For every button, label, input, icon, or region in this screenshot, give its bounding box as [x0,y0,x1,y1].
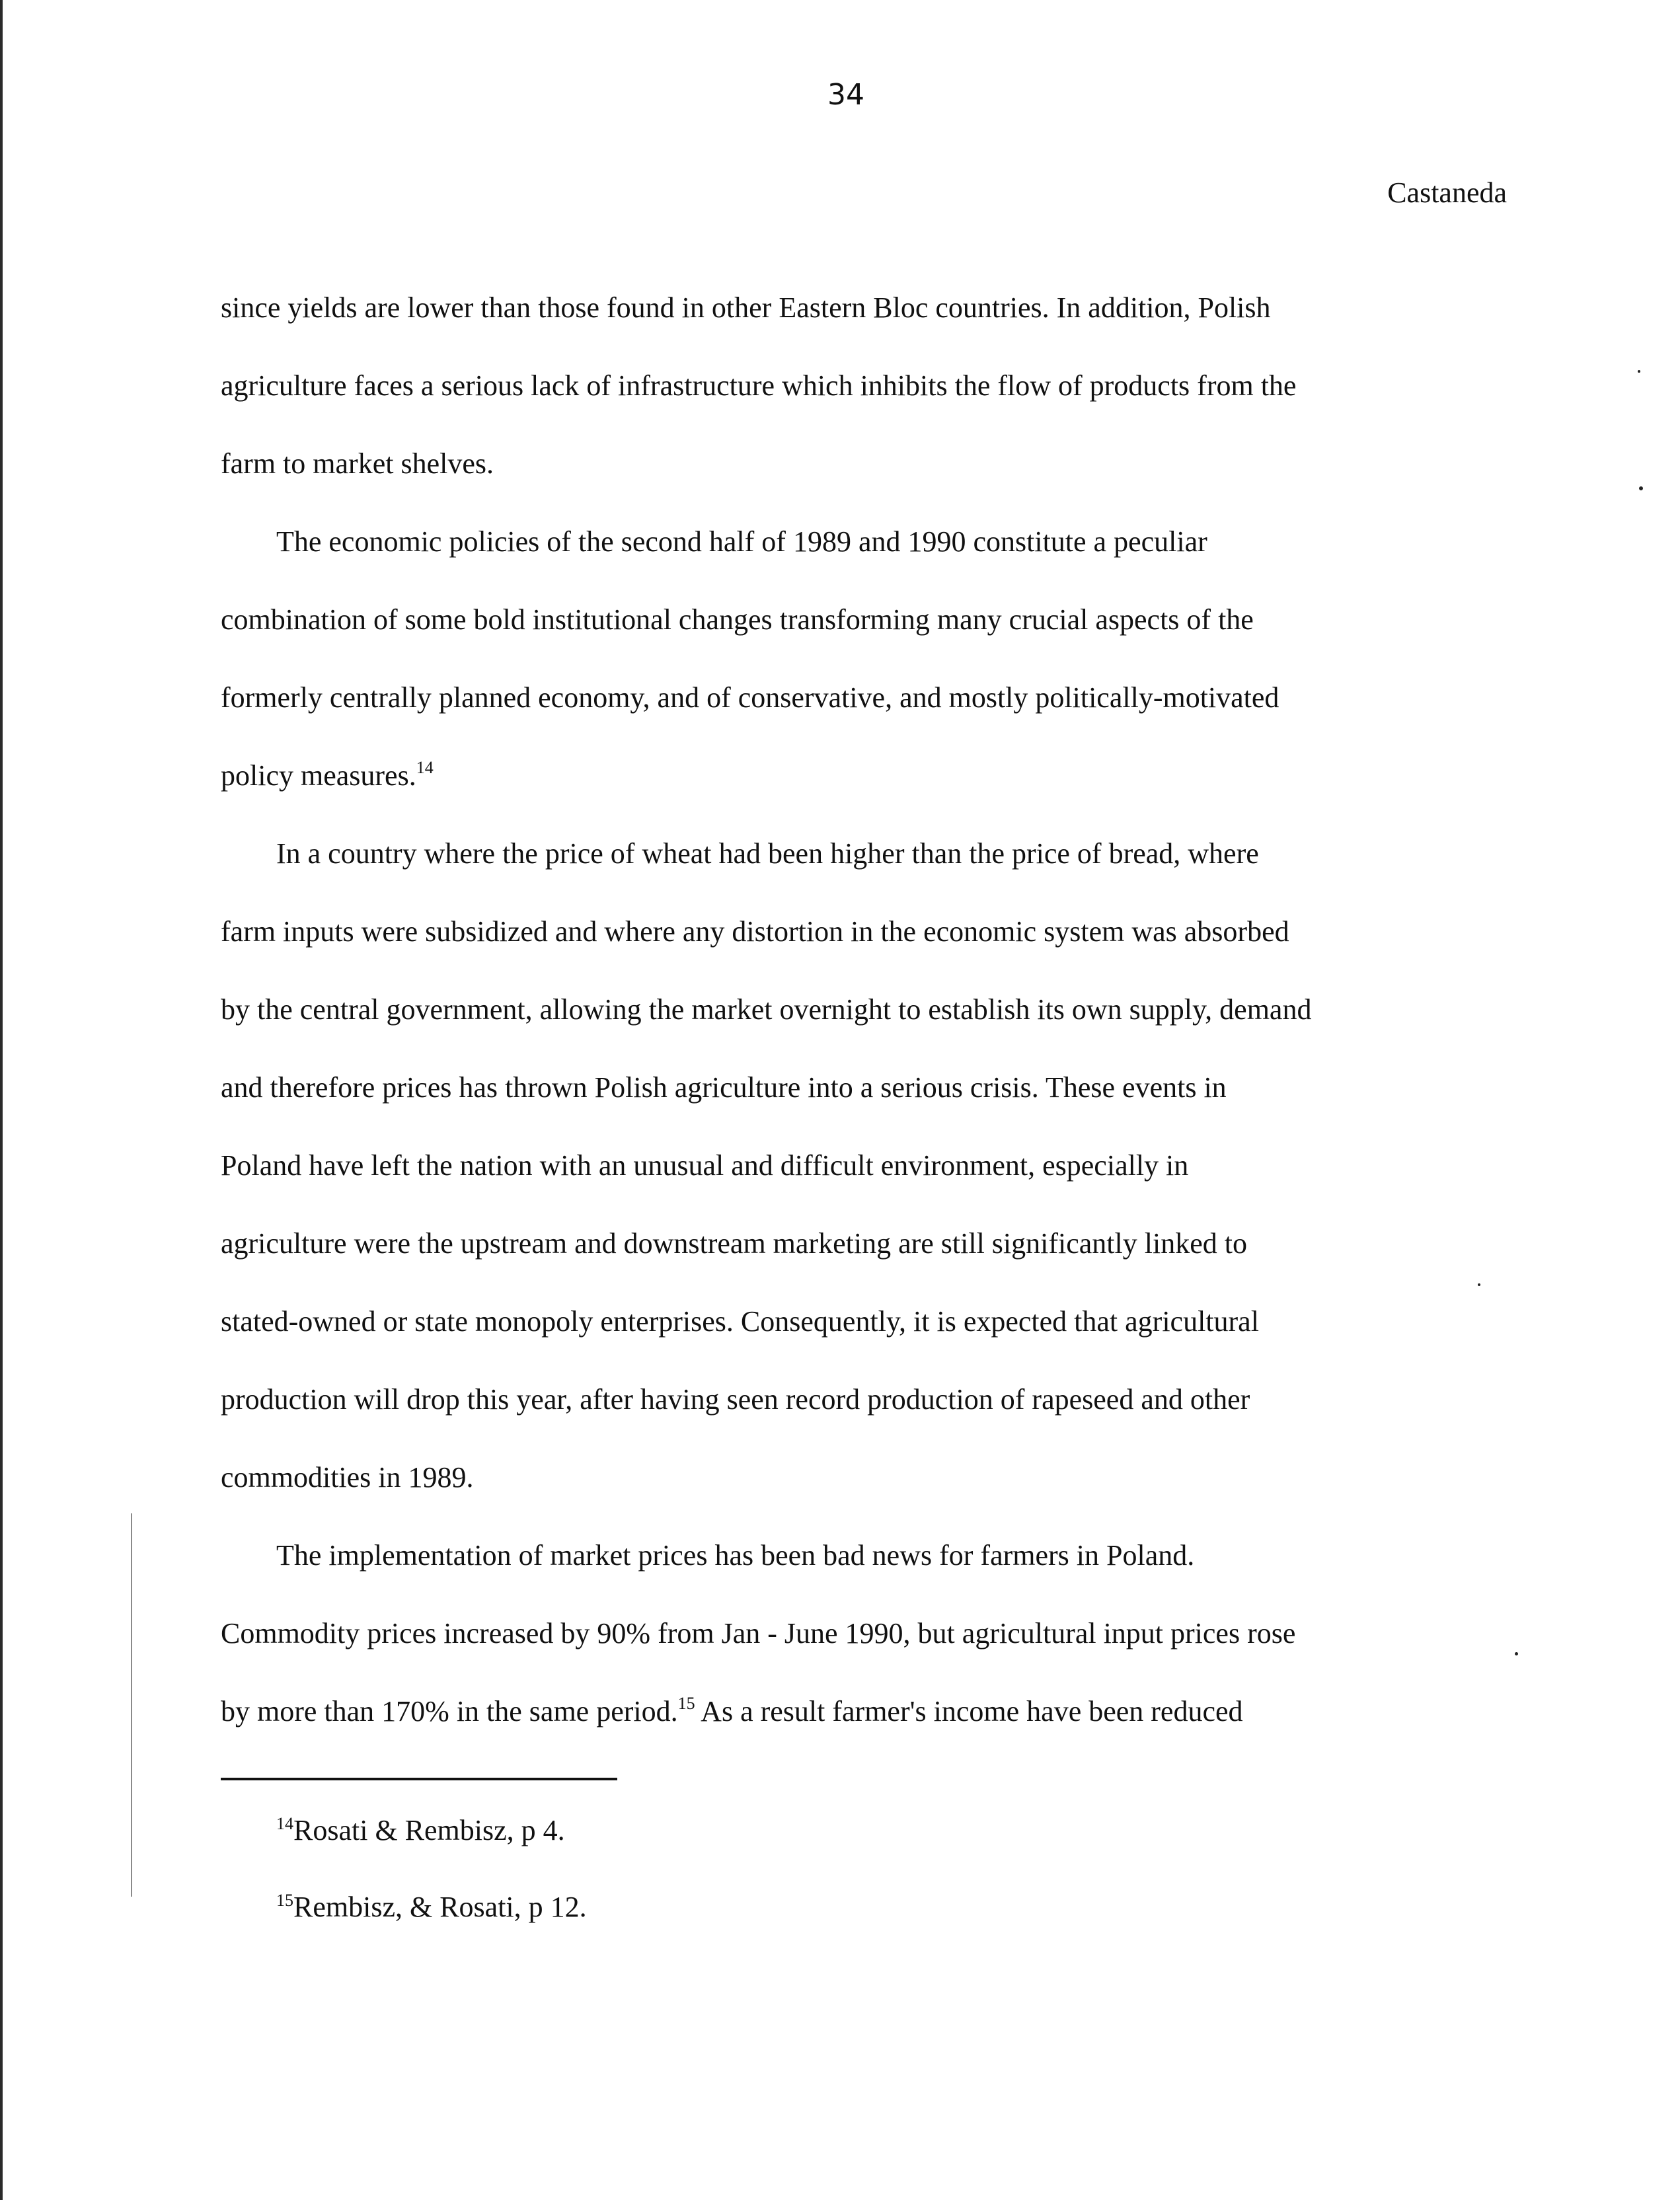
body-line: by more than 170% in the same period.$^{15}$ As a result farmer's income have been reduced [221,1694,1243,1727]
scan-edge [0,0,3,2200]
body-line: formerly centrally planned economy, and of conservative, and mostly politically-motivated [221,681,1279,714]
body-line: commodities in 1989. [221,1461,474,1494]
body-line: Commodity prices increased by 90% from Jan - June 1990, but agricultural input prices rose [221,1617,1296,1650]
body-line: production will drop this year, after having seen record production of rapeseed and other [221,1383,1250,1416]
body-line: agriculture faces a serious lack of infrastructure which inhibits the flow of products from the [221,369,1297,402]
scan-speck [1638,370,1640,373]
body-line: combination of some bold institutional changes transforming many crucial aspects of the [221,603,1254,636]
page-number: 34 [827,78,864,112]
footnote-marker: 15 [276,1891,293,1910]
footnote: $^{14}$Rosati & Rembisz, p 4. [276,1814,565,1846]
body-line: Poland have left the nation with an unusual and difficult environment, especially in [221,1149,1189,1182]
body-line: and therefore prices has thrown Polish agriculture into a serious crisis. These events in [221,1071,1227,1104]
footnote-rule [221,1778,617,1780]
body-line: farm inputs were subsidized and where any distortion in the economic system was absorbed [221,915,1289,948]
body-line: The economic policies of the second half of 1989 and 1990 constitute a peculiar [276,525,1207,558]
footnote-marker: 14 [276,1814,293,1833]
scan-speck [1478,1283,1480,1286]
body-line: since yields are lower than those found in other Eastern Bloc countries. In addition, Polish [221,291,1271,324]
scan-speck [1515,1652,1518,1655]
body-line: by the central government, allowing the market overnight to establish its own supply, demand [221,993,1312,1026]
body-line: The implementation of market prices has been bad news for farmers in Poland. [276,1539,1195,1572]
body-line: stated-owned or state monopoly enterprises. Consequently, it is expected that agricultural [221,1305,1259,1338]
body-line: farm to market shelves. [221,447,494,480]
body-line: In a country where the price of wheat had been higher than the price of bread, where [276,837,1259,870]
footnote: $^{15}$Rembisz, & Rosati, p 12. [276,1891,587,1923]
scan-margin-mark [131,1513,132,1897]
scan-speck [1639,486,1643,490]
body-line: policy measures.$^{14}$ [221,758,434,792]
footnote-ref: 14 [416,758,434,777]
body-line: agriculture were the upstream and downstream marketing are still significantly linked to [221,1227,1247,1260]
footnote-ref: 15 [677,1694,695,1713]
running-head: Castaneda [1387,176,1507,209]
